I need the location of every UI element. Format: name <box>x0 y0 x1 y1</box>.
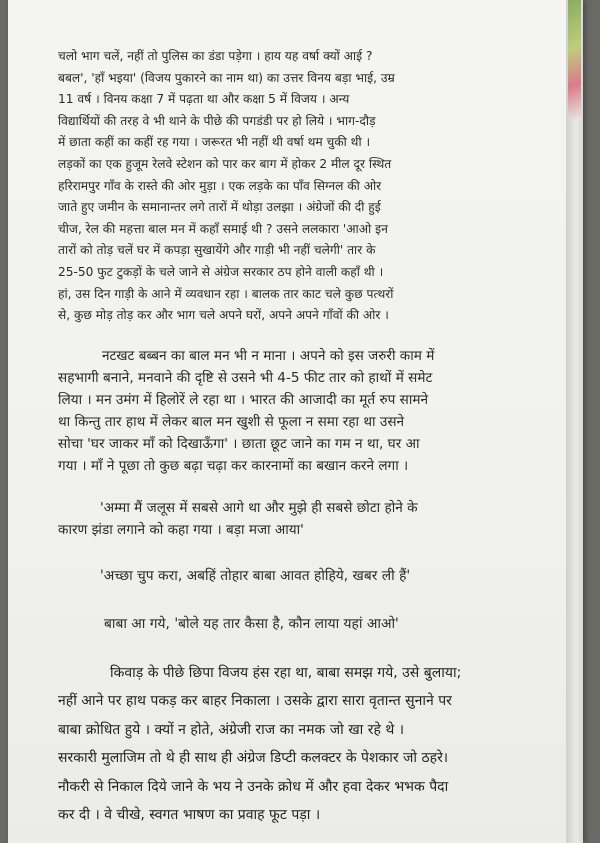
text-line: कर दी । वे चीखे, स्वगत भाषण का प्रवाह फूट पड़ा । <box>58 807 321 824</box>
text-line: जाते हुए जमीन के समानान्तर लगे तारों में थोड़ा उलझा । अंग्रेजों की दी हुई <box>58 200 381 215</box>
text-line: नटखट बब्बन का बाल मन भी न माना । अपने को इस जरुरी काम में <box>102 347 435 364</box>
paragraph-3 <box>58 497 563 541</box>
text-line: सोचा 'घर जाकर माँ को दिखाऊँगा' । छाता छूट जाने का गम न था, घर आ <box>58 435 420 452</box>
paragraph-1 <box>58 46 563 327</box>
text-line: गया । माँ ने पूछा तो कुछ बढ़ा चढ़ा कर कारनामों का बखान करने लगा । <box>58 457 409 474</box>
text-line: से, कुछ मोड़ तोड़ कर और भाग चले अपने घरों, अपने अपने गाँवों की ओर । <box>58 308 389 323</box>
text-line: 'अम्मा मैं जलूस में सबसे आगे था और मुझे ही सबसे छोटा होने के <box>100 499 418 516</box>
text-line: 'अच्छा चुप करा, अबहिं तोहार बाबा आवत होहिये, खबर ली हैं' <box>100 567 411 584</box>
text-line: बाबा आ गये, 'बोले यह तार कैसा है, कौन लाया यहां आओ' <box>104 615 399 632</box>
paragraph-5 <box>58 613 563 635</box>
text-line: चीज, रेल की महत्ता बाल मन में कहाँ समाई थी ? उसने ललकारा 'आओ इन <box>58 221 388 236</box>
text-line: 11 वर्ष । विनय कक्षा 7 में पढ़ता था और कक्षा 5 में विजय । अन्य <box>58 92 350 107</box>
text-line: था किन्तु तार हाथ में लेकर बाल मन खुशी से फूला न समा रहा था उसने <box>58 413 405 430</box>
text-line: चलो भाग चलें, नहीं तो पुलिस का डंडा पड़ेगा । हाय यह वर्षा क्यों आई ? <box>58 49 373 63</box>
text-line: हरिरामपुर गाँव के रास्ते की ओर मुड़ा । एक लड़के का पाँव सिग्नल की ओर <box>58 178 382 193</box>
text-line: हां, उस दिन गाड़ी के आने में व्यवधान रहा । बालक तार काट चले कुछ पत्थरों <box>58 286 394 301</box>
text-line: कारण झंडा लगाने को कहा गया । बड़ा मजा आया' <box>58 521 304 538</box>
text-line: नौकरी से निकाल दिये जाने के भय ने उनके क्रोध में और हवा देकर भभक पैदा <box>58 778 449 795</box>
text-line: नहीं आने पर हाथ पकड़ कर बाहर निकाला । उसके द्वारा सारा वृतान्त सुनाने पर <box>58 693 452 710</box>
text-line: किवाड़ के पीछे छिपा विजय हंस रहा था, बाबा समझ गये, उसे बुलाया; <box>110 664 462 681</box>
paragraph-4 <box>58 565 563 587</box>
text-line: बबल', 'हाँ भइया' (विजय पुकारने का नाम था) का उत्तर विनय बड़ा भाई, उम्र <box>58 70 395 85</box>
text-line: सहभागी बनाने, मनवाने की दृष्टि से उसने भी 4-5 फीट तार को हाथों में समेट <box>58 369 433 386</box>
text-line: सरकारी मुलाजिम तो थे ही साथ ही अंग्रेज डिप्टी कलक्टर के पेशकार जो ठहरे। <box>58 750 449 767</box>
paragraph-6 <box>58 659 563 830</box>
paragraph-2 <box>58 345 563 477</box>
text-line: में छाता कहीं का कहीं रह गया । जरूरत भी नहीं थी वर्षा थम चुकी थी । <box>58 135 371 150</box>
text-line: लड़कों का एक हुजूम रेलवे स्टेशन को पार कर बाग में होकर 2 मील दूर स्थित <box>58 156 392 171</box>
text-line: बाबा क्रोधित हुये । क्यों न होते, अंग्रेजी राज का नमक जो खा रहे थे । <box>58 721 405 738</box>
colored-page-corner <box>568 0 581 120</box>
page-text <box>58 46 563 830</box>
text-line: तारों को तोड़ चलें घर में कपड़ा सुखायेंगे और गाड़ी भी नहीं चलेगी' तार के <box>58 243 376 258</box>
text-line: विद्यार्थियों की तरह वे भी थाने के पीछे की पगडंडी पर हो लिये । भाग-दौड़ <box>58 113 376 128</box>
text-line: 25-50 फुट टुकड़ों के चले जाने से अंग्रेज सरकार ठप होने वाली कहाँ थी । <box>58 264 384 279</box>
book-page <box>8 0 583 843</box>
text-line: लिया । मन उमंग में हिलोरें ले रहा था । भारत की आजादी का मूर्त रुप सामने <box>58 391 429 408</box>
page-right-edge <box>566 0 583 843</box>
